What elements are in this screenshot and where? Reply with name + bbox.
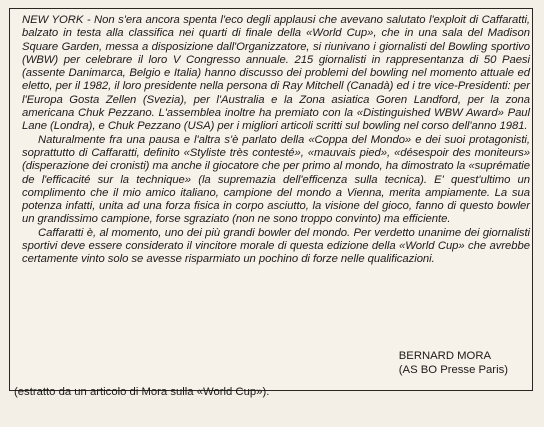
article-paragraph-2: Naturalmente fra una pausa e l'altra s'è parlato della «Coppa del Mondo» e dei suoi protagonisti, soprattutto di Caffaratti, definito «Styliste très contesté», «mauvais pied», «désespoir des moniteurs» (disperazione dei cronisti) ma anche il giocatore che per primo al mondo, ha dimostrato la «suprématie de l'efficacité sur la technique» (la supremazia dell'efficenza sulla tecnica). E' quest'ultimo un complimento che il mio amico italiano, campione del mondo a Vienna, merita ampiamente. La sua potenza infatti, unita ad una forza fisica in corpo asciutto, la visione del gioco, fanno di questo bowler un grandissimo campione, forse sgraziato (non ne sono troppo convinto) ma efficiente. <box>22 133 530 226</box>
article-paragraph-1 <box>22 14 530 134</box>
article-paragraph-3: Caffaratti è, al momento, uno dei più grandi bowler del mondo. Per verdetto unanime dei giornalisti sportivi deve essere considerato il vincitore morale di questa edizione della «World Cup» che avrebbe certamente vinto solo se avesse risparmiato un pochino di forze nelle qualificazioni. <box>22 226 530 266</box>
author-agency: (AS BO Presse Paris) <box>398 364 508 376</box>
signature <box>399 349 508 377</box>
author-name: BERNARD MORA <box>398 350 492 362</box>
dateline: NEW YORK <box>22 14 84 26</box>
article-body <box>22 14 530 267</box>
source-caption: (estratto da un articolo di Mora sulla «World Cup»). <box>14 386 270 398</box>
paragraph-1-text: - Non s'era ancora spenta l'eco degli applausi che avevano salutato l'exploit di Caffaratti, balzato in testa alla classifica nei quarti di finale della «World Cup», che in una sala del Madison Square Garden, messa a disposizione dall'Organizzatore, si riunivano i giornalisti del Bowling sportivo (WBW) per celebrare il loro V Congresso annuale. 215 giornalisti in rappresentanza di 50 Paesi (assente Danimarca, Belgio e Italia) hanno discusso dei problemi del bowling nel momento attuale ed eletto, per il 1982, il loro presidente nella persona di Ray Mitchell (Canadà) ed i tre vice-Presidenti: per l'Europa Gosta Zellen (Svezia), per l'Australia e la Zona asiatica Goren Landford, per la zona americana Chuk Pezzano. L'assemblea inoltre ha premiato con la «Distinguished WBW Award» Paul Lane (Londra), e Chuk Pezzano (USA) per i migliori articoli scritti sul bowling nel corso dell'anno 1981. <box>22 14 530 133</box>
